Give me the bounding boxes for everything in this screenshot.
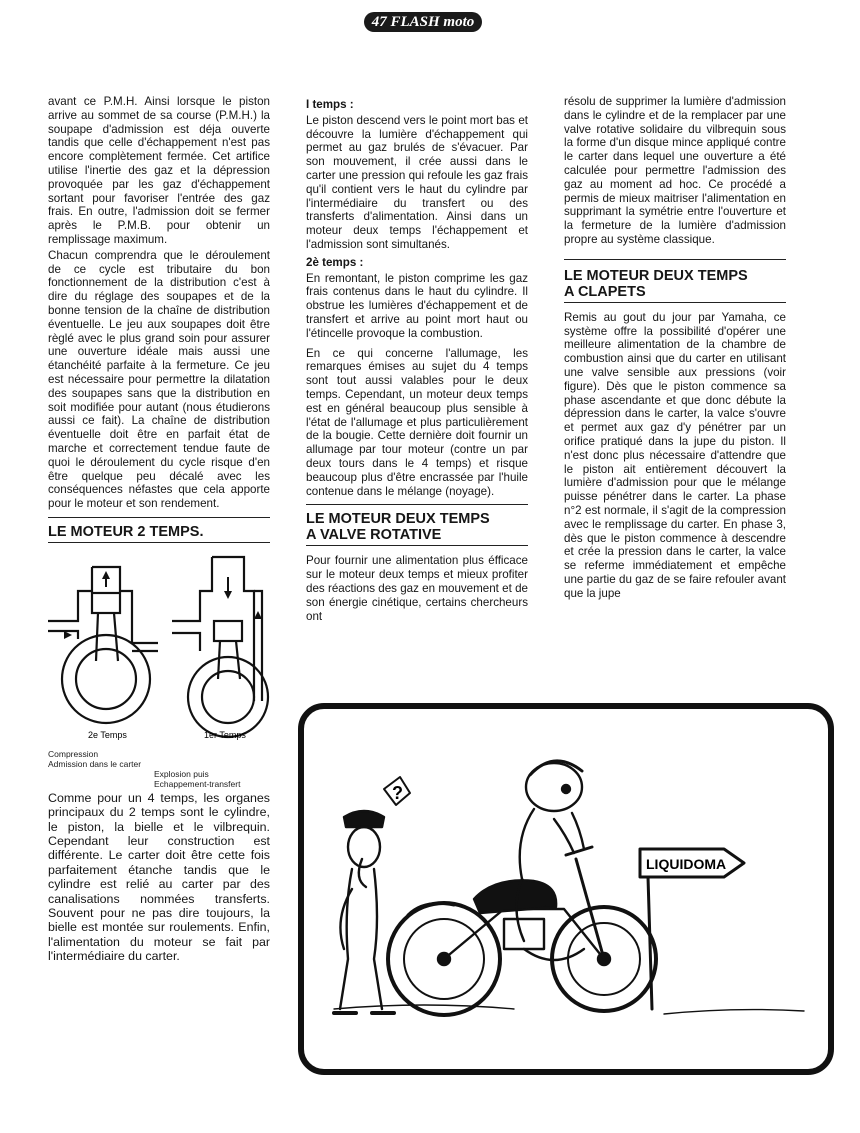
divider [564,259,786,260]
caption: Compression [48,748,99,759]
figure-label-left: 2e Temps [88,729,127,740]
paragraph: Pour fournir une alimentation plus éfficace sur le moteur deux temps et mieux profiter des réactions des gaz en mouvement et de son énergie cinétique, certains chercheurs ont [306,554,528,623]
divider [306,504,528,505]
section-heading: LE MOTEUR DEUX TEMPS [306,511,490,528]
caption: Explosion puis [154,768,209,779]
section-heading: A CLAPETS [564,283,646,300]
two-stroke-engine-diagram [48,551,270,741]
paragraph: avant ce P.M.H. Ainsi lorsque le piston arrive au sommet de sa course (P.M.H.) la soupape d'admission est déja ouverte tandis que celle d'échappement n'est pas encore complètement fermée. Cet artifice utilise l'inertie des gaz et la dépression provoquée par les gaz d'échappement sortant pour favoriser l'entrée des gaz frais. En outre, l'admission doit se fermer après le P.M.B. pour obtenir un remplissage maximum. [48,95,270,246]
subheading: 2è temps : [306,255,364,269]
paragraph: En remontant, le piston comprime les gaz frais contenus dans le haut du cylindre. Il obstrue les lumières d'échappement et de transfert et arrive au point mort haut ou l'étincelle provoque la combustion. [306,271,528,340]
column-2 [306,98,528,625]
subheading: I temps : [306,98,354,111]
column-1 [48,95,270,966]
divider [48,542,270,543]
motorcycle-cartoon [304,709,828,1069]
section-heading: A VALVE ROTATIVE [306,527,442,544]
signpost-text: LIQUIDOMA [646,856,727,872]
divider [306,545,528,546]
caption: Admission dans le carter [48,758,142,769]
divider [48,517,270,518]
cartoon-illustration [298,703,834,1075]
paragraph: Chacun comprendra que le déroulement de ce cycle est tributaire du bon fonctionnement de la distribution c'est à dire du réglage des soupapes et de la bonne tension de la chaîne de distribution éventuelle. Le jeu aux soupapes doit être règlé avec le plus grand soin pour assurer une ouverture idéale mais aussi une étanchéité parfaite à la fermeture. Ce jeu est nécessaire pour permettre la dilatation des soupapes sans que la distribution en soit modifiée pour autant (nous étudierons aussi ce fait). La chaîne de distribution éventuelle doit être en parfait état de marche et correctement tendue faute de quoi le déroulement du cycle risque d'en être quelque peu décalé avec les conséquences néfastes que cela apporte pour le moteur et son rendement. [48,248,270,511]
page-number-badge: 47 FLASH moto [364,12,482,32]
question-mark: ? [392,783,403,803]
column-3 [564,95,786,603]
paragraph: Le piston descend vers le point mort bas et découvre la lumière d'échappement qui permet au gaz brulés de s'évacuer. Par son mouvement, il crée aussi dans le carter une pression qui refoule les gaz frais qu'il contient vers le haut du cylindre par l'intermédiaire du transfert ou des transferts d'alimentation. Ainsi dans un moteur deux temps l'échappement et l'admission sont simultanés. [306,113,528,251]
divider [564,302,786,303]
paragraph: Comme pour un 4 temps, les organes principaux du 2 temps sont le cylindre, le piston, la bielle et le vilbrequin. Cependant leur construction est différente. Le carter doit être cette fois parfaitement étanche tandis que le cylindre est relié au carter par des canalisations nommées transferts. Souvent pour ne pas dire toujours, la bielle est montée sur roulements. Enfin, l'alimentation du moteur se fait par l'intermédiaire du carter. [48,790,270,964]
section-heading: LE MOTEUR 2 TEMPS. [48,523,204,540]
section-heading: LE MOTEUR DEUX TEMPS [564,267,748,284]
paragraph: résolu de supprimer la lumière d'admission dans le cylindre et de la remplacer par une valve rotative solidaire du vilbrequin sous la forme d'un disque mince appliqué contre le carter dans lequel une ouverture a été calculée pour permettre l'admission des gaz au moment ad hoc. Ce procédé a permis de mieux maitriser l'alimentation en supprimant la symétrie entre l'ouverture et la fermeture de la lumière d'admission propre au système classique. [564,95,786,246]
paragraph: Remis au gout du jour par Yamaha, ce système offre la possibilité d'opérer une meilleure alimentation de la chambre de combustion ainsi que du carter en utilisant une valve sensible aux pressions (voir figure). Dès que le piston commence sa phase ascendante et que donc débute la dépression dans le carter, la valce s'ouvre et permet aux gaz d'y pénétrer par un orifice pratiqué dans la jupe du piston. Il n'est donc plus nécessaire d'attendre que le piston ait entièrement découvert la lumière d'admission pour que le mélange puisse pénétrer dans le carter. La phase n°2 est normale, il s'agit de la compression avec le remplissage du carter. En phase 3, dès que le piston commence à descendre et crée la pression dans le carter, la valce se referme immédiatement et empêche une partie du gaz de se faire refouler avant que la jupe [564,310,786,600]
figure-label-right: 1er Temps [204,729,246,740]
caption: Echappement-transfert [154,778,241,789]
paragraph: En ce qui concerne l'allumage, les remarques émises au sujet du 4 temps sont tout aussi valables pour le deux temps. Cependant, un moteur deux temps est en général beaucoup plus sensible à l'état de l'allumage et plus particulièrement de la bougie. Cette dernière doit fournir un allumage par tour moteur (contre un par deux tours dans le 4 temps) et risque beaucoup plus d'être encrassée par l'huile contenue dans le mélange (noyage). [306,346,528,498]
